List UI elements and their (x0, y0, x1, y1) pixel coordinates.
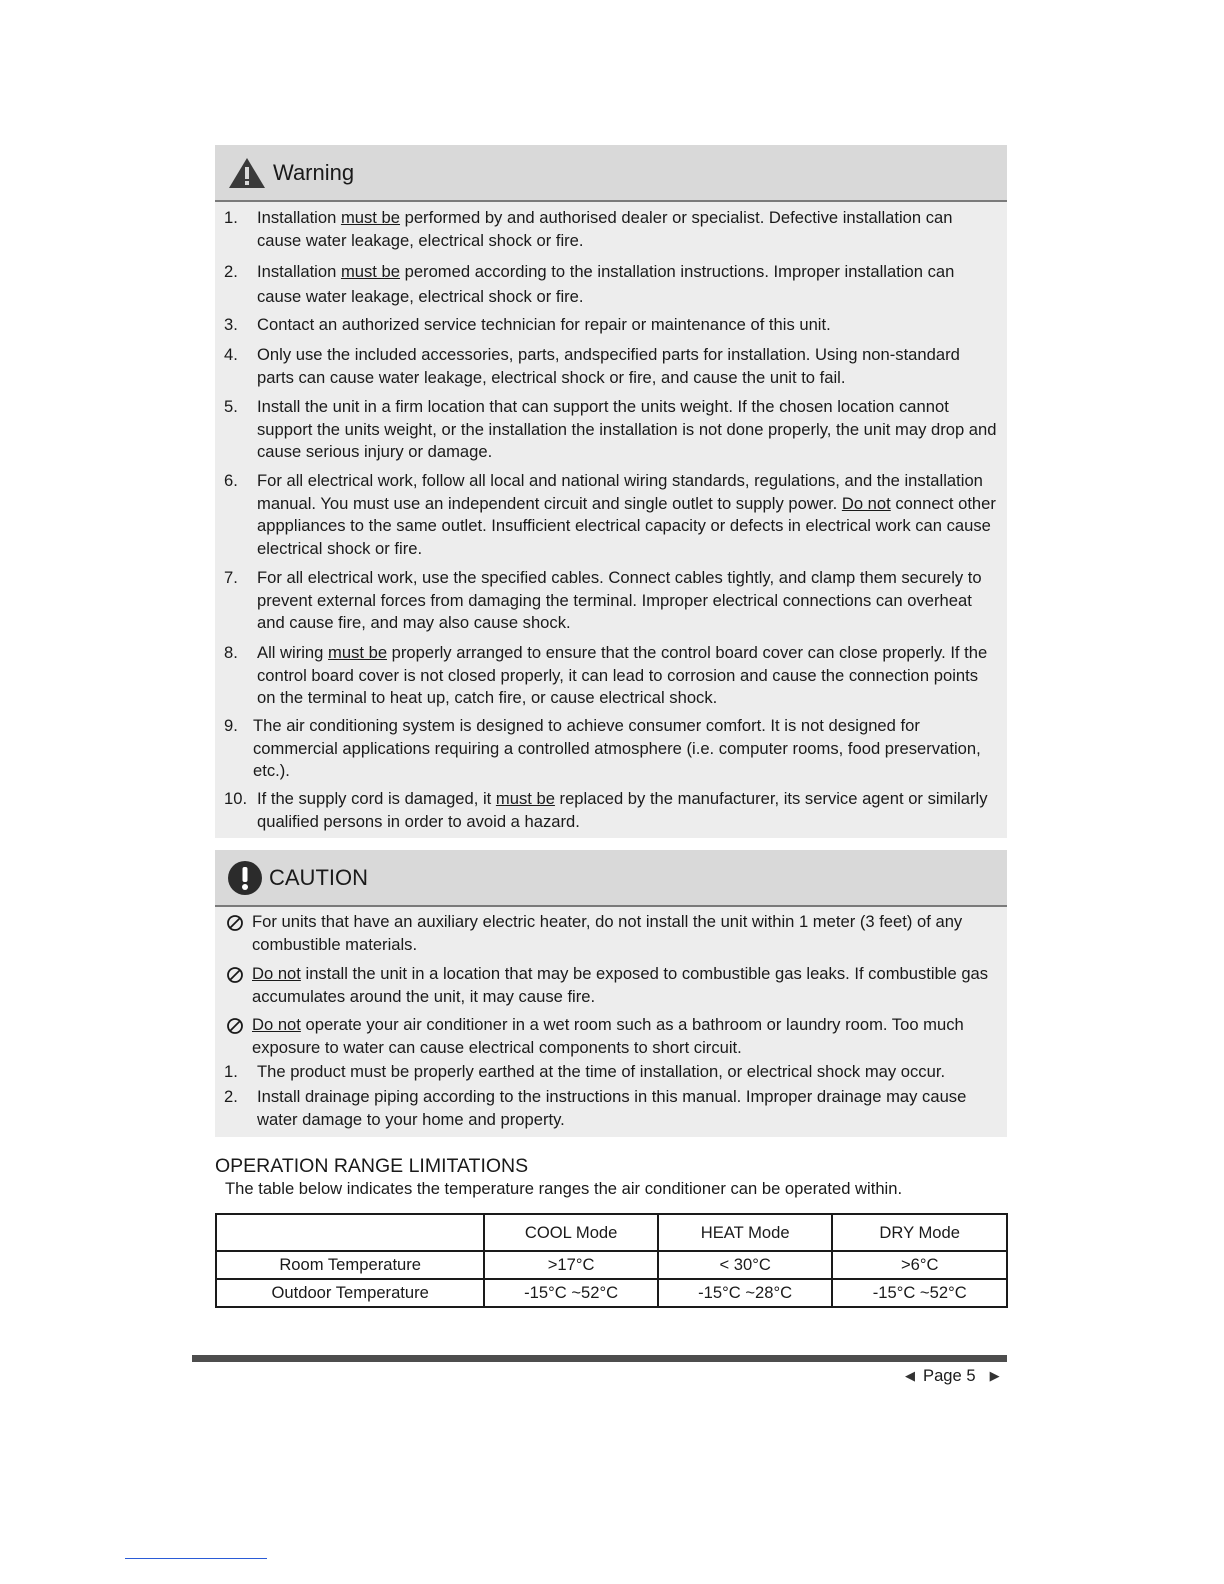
warning-box: Warning 1. Installation must be performed by and authorised dealer or specialist. Defective installation can cause water leakage, electrical shock or fire. 2. Installation must be peromed according to the installation instructions. Improper installation can cause water leakage, electrical shock or fire. 3. Contact an authorized service technician for repair or maintenance of this unit. 4. Only use the included accessories, parts, andspecified parts for installation. Using non-standard parts can cause water leakage, electrical shock or fire, and cause the unit to fail. 5. Install the unit in a firm location that can support the units weight. If the chosen location cannot support the units weight, or the installation the installation is not done properly, the unit may drop and cause serious injury or damage. 6. For all electrical work, follow all local and national wiring standards, regulations, and the installation manual. You must use an independent circuit and single outlet to supply power. Do not connect other apppliances to the same outlet. Insufficient electrical capacity or defects in electrical work can cause electrical shock or fire. 7. For all electrical work, use the specified cables. Connect cables tightly, and clamp them securely to prevent external forces from damaging the terminal. Improper electrical connections can overheat and cause fire, and may also cause shock. 8. All wiring must be properly arranged to ensure that the control board cover can close properly. If the control board cover is not closed properly, it can lead to corrosion and cause the connection points on the terminal to heat up, catch fire, or cause electrical shock. 9. The air conditioning system is designed to achieve consumer comfort. It is not designed for commercial applications requiring a controlled atmosphere (i.e. computer rooms, food preservation, etc.). 10. If the supply cord is damaged, it must be replaced by the manufacturer, its service agent or similarly qualified persons in order to avoid a hazard. (215, 145, 1007, 838)
operation-range-table (215, 1213, 1008, 1308)
prohibition-icon (226, 966, 244, 984)
caution-header (215, 850, 1007, 907)
table-cell: Room Temperature (216, 1251, 484, 1279)
warning-triangle-icon (227, 156, 267, 190)
caution-box: CAUTION For units that have an auxiliary electric heater, do not install the unit within 1 meter (3 feet) of any combustible materials. Do not install the unit in a location that may be exposed to combustible gas leaks. If combustible gas accumulates around the unit, it may cause fire. Do not operate your air conditioner in a wet room such as a bathroom or laundry room. Too much exposure to water can cause electrical components to short circuit. 1. The product must be properly earthed at the time of installation, or electrical shock may occur. 2. Install drainage piping according to the instructions in this manual. Improper drainage may cause water damage to your home and property. (215, 850, 1007, 1137)
prohibition-icon (226, 1017, 244, 1035)
prohibition-icon (226, 914, 244, 932)
bottom-link-underline (125, 1558, 267, 1559)
warning-title: Warning (273, 159, 355, 185)
prev-page-icon[interactable]: ◀ (905, 1368, 915, 1383)
table-header-cell: COOL Mode (484, 1214, 658, 1251)
table-cell: >6°C (832, 1251, 1007, 1279)
table-cell: -15°C ~52°C (832, 1279, 1007, 1307)
table-row (216, 1279, 1007, 1307)
warning-header (215, 145, 1007, 202)
next-page-icon[interactable]: ▶ (989, 1368, 1000, 1383)
table-cell: -15°C ~52°C (484, 1279, 658, 1307)
table-row (216, 1251, 1007, 1279)
operation-description: The table below indicates the temperature ranges the air conditioner can be operated within. (225, 1179, 903, 1198)
table-header-cell (216, 1214, 484, 1251)
table-header-cell: HEAT Mode (658, 1214, 833, 1251)
caution-title: CAUTION (269, 864, 368, 890)
footer-divider (192, 1355, 1007, 1362)
table-cell: < 30°C (658, 1251, 833, 1279)
operation-title: OPERATION RANGE LIMITATIONS (215, 1155, 529, 1177)
page-number: Page 5 (923, 1366, 976, 1385)
page-navigator (905, 1366, 1000, 1386)
table-cell: -15°C ~28°C (658, 1279, 833, 1307)
table-cell: >17°C (484, 1251, 658, 1279)
table-header-row (216, 1214, 1007, 1251)
table-header-cell: DRY Mode (832, 1214, 1007, 1251)
table-cell: Outdoor Temperature (216, 1279, 484, 1307)
caution-exclamation-icon (227, 860, 263, 896)
